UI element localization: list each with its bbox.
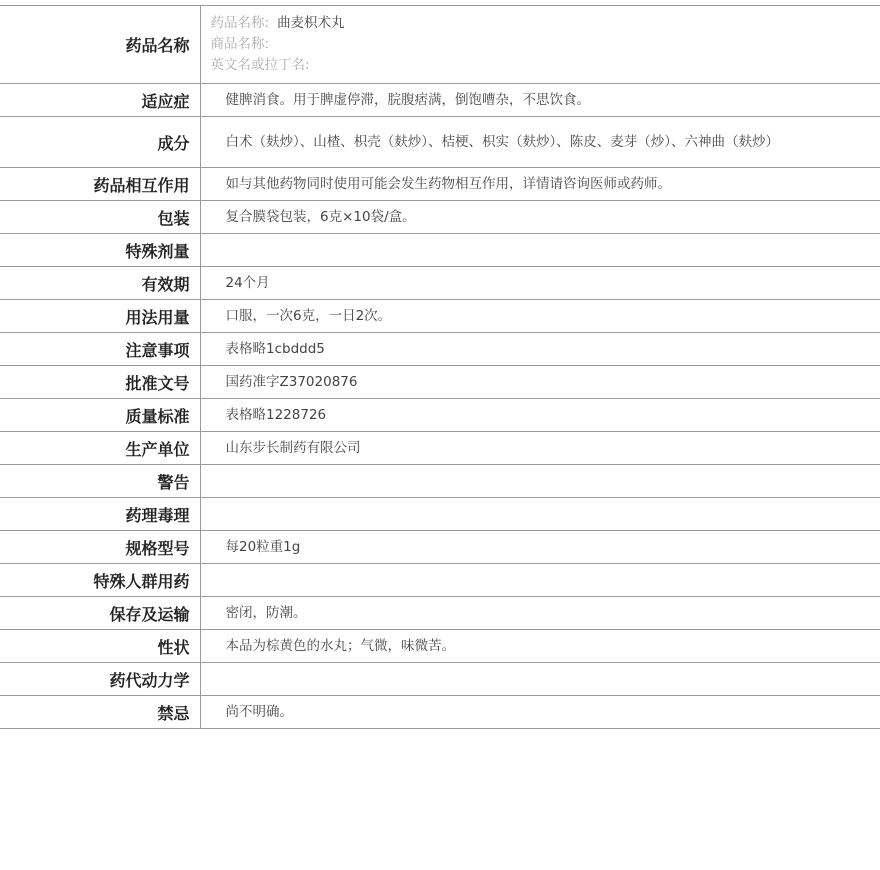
row-shelf-life bbox=[0, 267, 880, 300]
row-value: 白术（麸炒）、山楂、枳壳（麸炒）、桔梗、枳实（麸炒）、陈皮、麦芽（炒）、六神曲（麸炒） bbox=[200, 117, 880, 168]
row-label: 保存及运输 bbox=[0, 597, 200, 630]
row-special-dosage bbox=[0, 234, 880, 267]
row-label: 适应症 bbox=[0, 84, 200, 117]
row-value: 24个月 bbox=[200, 267, 880, 300]
drug-info-table bbox=[0, 5, 880, 729]
row-value: 国药准字Z37020876 bbox=[200, 366, 880, 399]
row-value bbox=[200, 234, 880, 267]
row-packaging bbox=[0, 201, 880, 234]
row-label: 规格型号 bbox=[0, 531, 200, 564]
row-manufacturer bbox=[0, 432, 880, 465]
row-label: 特殊人群用药 bbox=[0, 564, 200, 597]
row-value: 密闭，防潮。 bbox=[200, 597, 880, 630]
row-usage-dosage bbox=[0, 300, 880, 333]
row-drug-name bbox=[0, 6, 880, 84]
row-label: 用法用量 bbox=[0, 300, 200, 333]
generic-name-label: 药品名称: bbox=[210, 15, 270, 31]
row-label: 生产单位 bbox=[0, 432, 200, 465]
row-quality-standard bbox=[0, 399, 880, 432]
row-precautions bbox=[0, 333, 880, 366]
row-label: 批准文号 bbox=[0, 366, 200, 399]
row-label: 有效期 bbox=[0, 267, 200, 300]
row-value: 复合膜袋包装，6克×10袋/盒。 bbox=[200, 201, 880, 234]
english-name-label: 英文名或拉丁名: bbox=[210, 57, 310, 73]
row-value: 每20粒重1g bbox=[200, 531, 880, 564]
row-value: 尚不明确。 bbox=[200, 696, 880, 729]
english-name-line bbox=[211, 55, 811, 76]
row-label: 包装 bbox=[0, 201, 200, 234]
trade-name-line bbox=[211, 34, 811, 55]
row-special-populations bbox=[0, 564, 880, 597]
row-pharmacology-toxicology bbox=[0, 498, 880, 531]
row-label: 成分 bbox=[0, 117, 200, 168]
row-label: 禁忌 bbox=[0, 696, 200, 729]
row-value: 本品为棕黄色的水丸；气微，味微苦。 bbox=[200, 630, 880, 663]
generic-name-line bbox=[211, 13, 811, 34]
row-contraindications bbox=[0, 696, 880, 729]
row-label: 药品相互作用 bbox=[0, 168, 200, 201]
row-value: 口服，一次6克，一日2次。 bbox=[200, 300, 880, 333]
row-label: 警告 bbox=[0, 465, 200, 498]
row-storage-transport bbox=[0, 597, 880, 630]
row-ingredients bbox=[0, 117, 880, 168]
row-value bbox=[200, 663, 880, 696]
trade-name-label: 商品名称: bbox=[210, 36, 270, 52]
row-label: 特殊剂量 bbox=[0, 234, 200, 267]
row-value: 健脾消食。用于脾虚停滞，脘腹痞满，倒饱嘈杂，不思饮食。 bbox=[200, 84, 880, 117]
row-label: 注意事项 bbox=[0, 333, 200, 366]
row-interactions bbox=[0, 168, 880, 201]
row-label: 药理毒理 bbox=[0, 498, 200, 531]
row-value: 表格略1cbddd5 bbox=[200, 333, 880, 366]
row-label: 性状 bbox=[0, 630, 200, 663]
row-label: 质量标准 bbox=[0, 399, 200, 432]
drug-name-cell bbox=[200, 6, 880, 84]
row-label: 药品名称 bbox=[0, 6, 200, 84]
row-pharmacokinetics bbox=[0, 663, 880, 696]
row-approval-number bbox=[0, 366, 880, 399]
row-indications bbox=[0, 84, 880, 117]
row-value bbox=[200, 564, 880, 597]
row-value: 如与其他药物同时使用可能会发生药物相互作用，详情请咨询医师或药师。 bbox=[200, 168, 880, 201]
row-label: 药代动力学 bbox=[0, 663, 200, 696]
row-value bbox=[200, 465, 880, 498]
generic-name-value: 曲麦枳术丸 bbox=[277, 15, 345, 31]
row-value bbox=[200, 498, 880, 531]
row-warning bbox=[0, 465, 880, 498]
row-value: 山东步长制药有限公司 bbox=[200, 432, 880, 465]
row-value: 表格略1228726 bbox=[200, 399, 880, 432]
row-description bbox=[0, 630, 880, 663]
row-specification bbox=[0, 531, 880, 564]
